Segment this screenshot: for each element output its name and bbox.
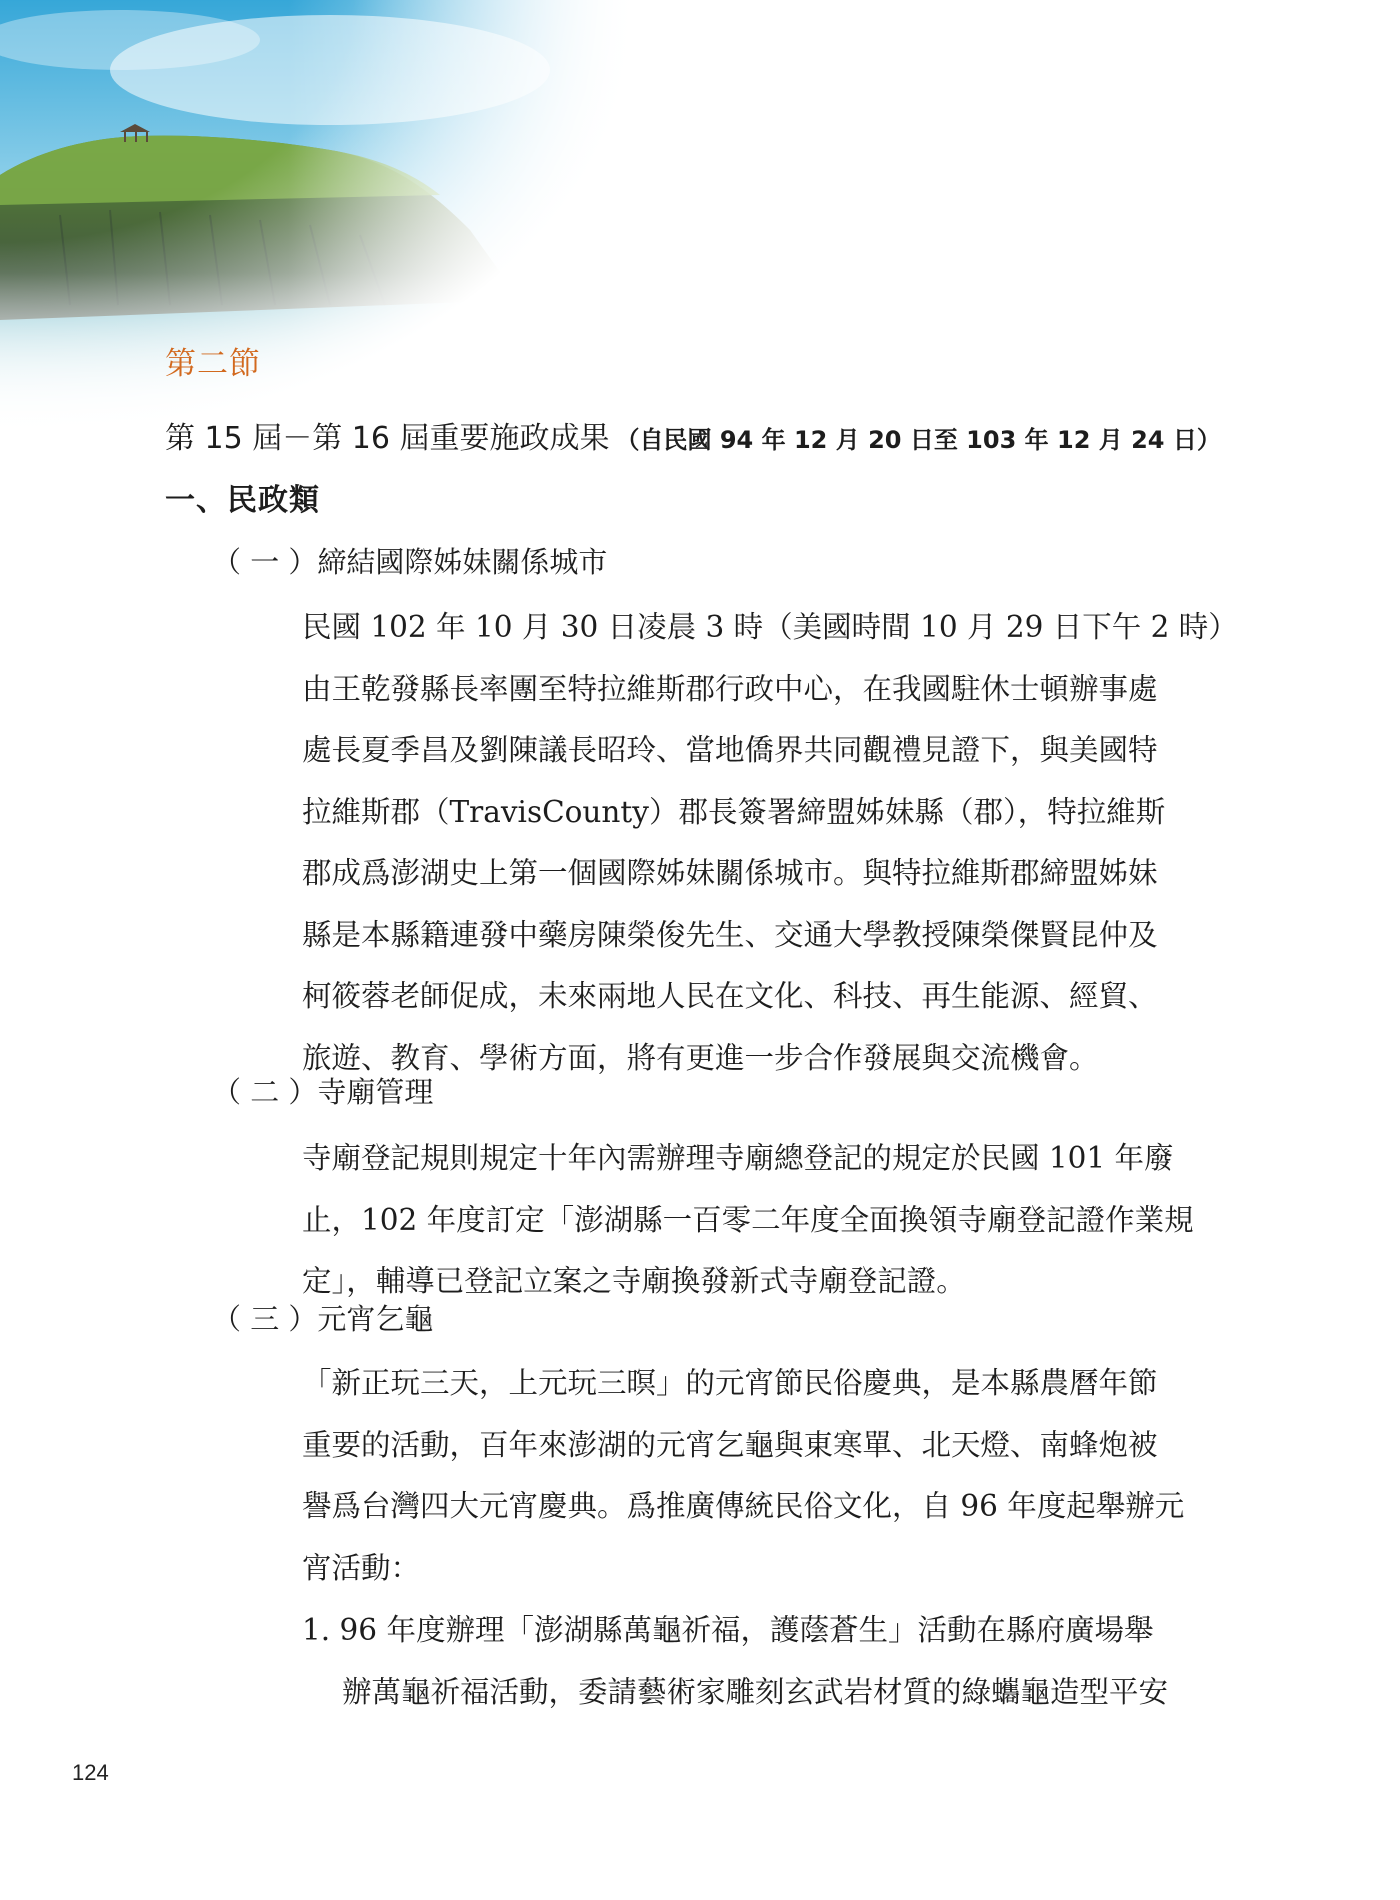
paragraph-line: 旅遊、教育、學術方面，將有更進一步合作發展與交流機會。 — [302, 1040, 1099, 1075]
paragraph-line: 「新正玩三天，上元玩三暝」的元宵節民俗慶典，是本縣農曆年節 — [302, 1366, 1158, 1400]
paragraph-line: 柯筱蓉老師促成，未來兩地人民在文化、科技、再生能源、經貿、 — [302, 979, 1158, 1013]
item-paragraph-lantern-turtle — [302, 1353, 1242, 1599]
item-heading-lantern-turtle: （ 三 ）元宵乞龜 — [212, 1302, 434, 1336]
list-item-continuation: 辦萬龜祈福活動，委請藝術家雕刻玄武岩材質的綠蠵龜造型平安 — [342, 1674, 1169, 1709]
paragraph-line: 止，102 年度訂定「澎湖縣一百零二年度全面換領寺廟登記證作業規 — [302, 1202, 1194, 1237]
item-heading-sister-city: （ 一 ）締結國際姊妹關係城市 — [212, 545, 608, 579]
paragraph-line: 寺廟登記規則規定十年內需辦理寺廟總登記的規定於民國 101 年廢 — [302, 1141, 1174, 1175]
numbered-list — [302, 1600, 1242, 1723]
paragraph-line: 郡成爲澎湖史上第一個國際姊妹關係城市。與特拉維斯郡締盟姊妹 — [302, 856, 1158, 890]
paragraph-line: 重要的活動，百年來澎湖的元宵乞龜與東寒單、北天燈、南蜂炮被 — [302, 1427, 1158, 1462]
paragraph-line: 縣是本縣籍連發中藥房陳榮俊先生、交通大學教授陳榮傑賢昆仲及 — [302, 917, 1158, 952]
paragraph-line: 處長夏季昌及劉陳議長昭玲、當地僑界共同觀禮見證下，與美國特 — [302, 733, 1158, 767]
section-title: 第二節 — [165, 346, 261, 382]
paragraph-line: 拉維斯郡（TravisCounty）郡長簽署締盟姊妹縣（郡），特拉維斯 — [302, 794, 1166, 829]
header-coastal-photo — [0, 0, 640, 440]
paragraph-line: 民國 102 年 10 月 30 日凌晨 3 時（美國時間 10 月 29 日下午 2 時） — [302, 610, 1238, 644]
paragraph-line: 譽爲台灣四大元宵慶典。爲推廣傳統民俗文化，自 96 年度起舉辦元 — [302, 1489, 1185, 1523]
category-heading: 一、民政類 — [165, 483, 320, 518]
item-paragraph-temple-management — [302, 1128, 1242, 1313]
page-number: 124 — [72, 1760, 109, 1785]
item-heading-temple-management: （ 二 ）寺廟管理 — [212, 1075, 434, 1109]
paragraph-line: 由王乾發縣長率團至特拉維斯郡行政中心，在我國駐休士頓辦事處 — [302, 671, 1158, 706]
paragraph-line: 定」，輔導已登記立案之寺廟換發新式寺廟登記證。 — [302, 1264, 966, 1298]
list-item: 1. 96 年度辦理「澎湖縣萬龜祈福，護蔭蒼生」活動在縣府廣場舉 — [302, 1613, 1154, 1647]
paragraph-line: 宵活動： — [302, 1550, 421, 1585]
subtitle-period: （自民國 94 年 12 月 20 日至 103 年 12 月 24 日） — [615, 426, 1221, 454]
section-subtitle — [165, 413, 1285, 457]
item-paragraph-sister-city — [302, 597, 1242, 1089]
subtitle-text: 第 15 屆－第 16 屆重要施政成果 — [165, 421, 610, 456]
